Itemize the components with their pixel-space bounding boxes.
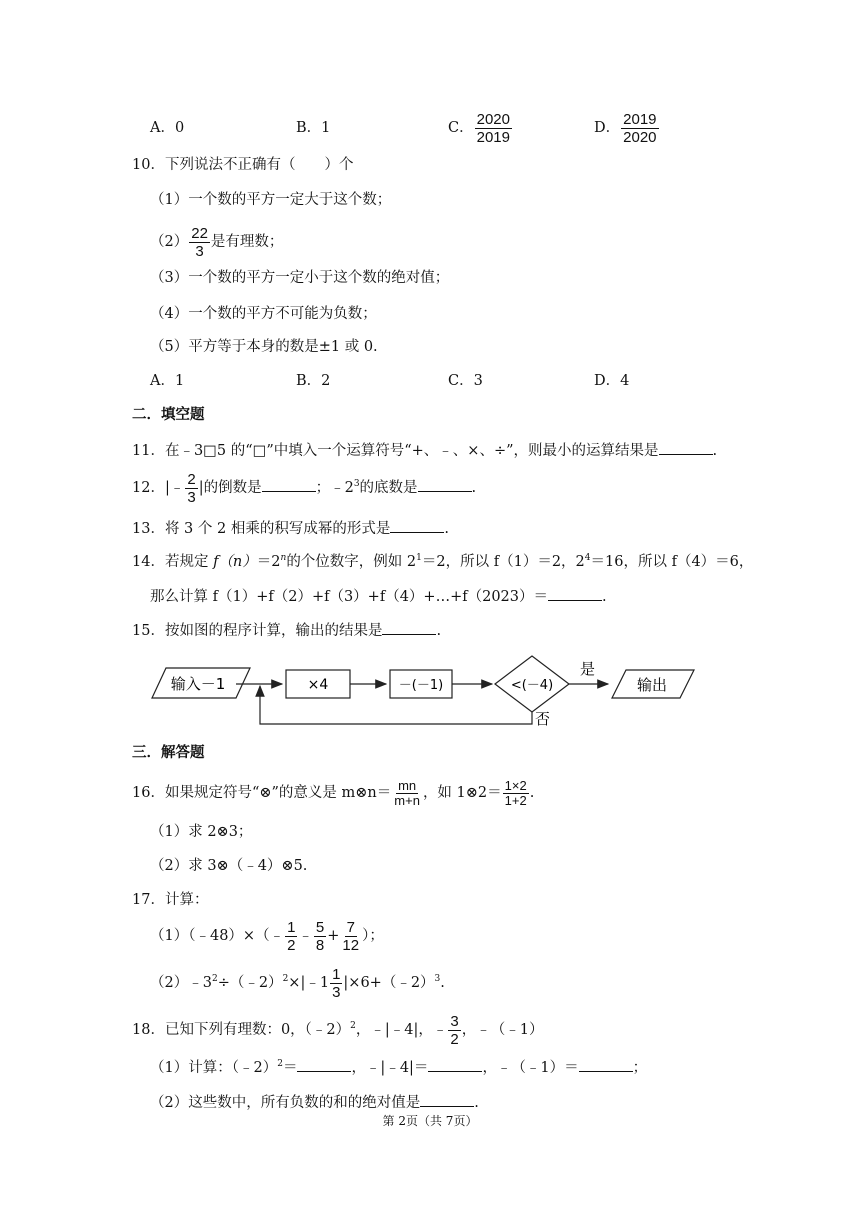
q13: 13．将 3 个 2 相乘的积写成幂的形式是 . bbox=[132, 518, 449, 539]
flow-yes-label: 是 bbox=[580, 660, 596, 678]
q17-part-2: $(2)﹣3^2\div(﹣2)^2\times|﹣1$ $\frac{1}{3}$ |×6+（﹣2）$^3$. bbox=[150, 965, 445, 1001]
q12-blank-2[interactable] bbox=[418, 477, 472, 492]
flow-arrow-no-loop bbox=[260, 686, 532, 724]
flow-compare-node bbox=[495, 656, 569, 712]
q18-blank-2[interactable] bbox=[428, 1057, 482, 1072]
q10-statement-4: （4）一个数的平方不可能为负数； bbox=[150, 306, 377, 322]
q14-blank[interactable] bbox=[548, 586, 602, 601]
q12: 12．|﹣ $\frac{2}{3}$ |的倒数是 ；$﹣2^3$的底数是 . bbox=[132, 470, 477, 506]
program-flowchart bbox=[150, 652, 700, 732]
q10-option-a: A．1 bbox=[150, 373, 185, 389]
q11-blank[interactable] bbox=[659, 440, 713, 455]
q10-stem: 10．下列说法不正确有（ ）个 bbox=[132, 157, 354, 173]
q18-part-1: （1）计算：（﹣2）$^2$＝ ，﹣|﹣4|＝ ，﹣（﹣1）＝ ； bbox=[150, 1057, 647, 1078]
q17-stem: 17．计算： bbox=[132, 892, 209, 908]
page-footer: 第 2页（共 7页） bbox=[382, 1114, 478, 1128]
q11: 11．在﹣3□5 的“□”中填入一个运算符号“+、﹣、×、÷”，则最小的运算结果是 . bbox=[132, 440, 717, 461]
q15-blank[interactable] bbox=[382, 620, 436, 635]
q9-option-d: D． $\frac{2019}{2020}$ bbox=[594, 110, 657, 146]
q18-part-2: （2）这些数中，所有负数的和的绝对值是 . bbox=[150, 1092, 479, 1113]
q18-blank-4[interactable] bbox=[420, 1092, 474, 1107]
flow-input-label: 输入－1 bbox=[170, 675, 226, 693]
flow-minus-label: －(－1) bbox=[398, 678, 444, 693]
q18-stem: 18．已知下列有理数：0，（﹣2）$^2$，﹣|﹣4|，﹣ $\frac{3}{2}$ ，﹣（﹣1） bbox=[132, 1012, 544, 1048]
flow-minus-node bbox=[390, 670, 452, 698]
q16-part-2: （2）求 3⊗（﹣4）⊗5. bbox=[150, 858, 308, 874]
q10-option-c: C．3 bbox=[448, 373, 483, 389]
q10-statement-3: （3）一个数的平方一定小于这个数的绝对值； bbox=[150, 270, 450, 286]
flow-output-label: 输出 bbox=[636, 676, 668, 694]
q12-blank-1[interactable] bbox=[262, 477, 316, 492]
q10-option-b: B．2 bbox=[296, 373, 331, 389]
q17-part-1: （1）（﹣48）×（﹣ $\frac{1}{2}$ ﹣ $\frac{5}{8}$ + $\frac{7}{12}$ ）； bbox=[150, 918, 384, 954]
q10-statement-5: （5）平方等于本身的数是±1 或 0. bbox=[150, 339, 378, 355]
q10-statement-2: （2） $\frac{22}{3}$ 是有理数； bbox=[150, 224, 284, 260]
q9-option-a: A．0 bbox=[150, 120, 185, 136]
flow-no-label: 否 bbox=[535, 710, 551, 728]
q16-stem: 16．如果规定符号“⊗”的意义是 m⊗n＝ $\frac{mn}{m+n}$ ，如 1⊗2＝ $\frac{1\times 2}{1+2}$ . bbox=[132, 777, 535, 808]
flow-output-node bbox=[612, 670, 694, 698]
q13-blank[interactable] bbox=[390, 518, 444, 533]
q10-statement-1: （1）一个数的平方一定大于这个数； bbox=[150, 192, 392, 208]
q15: 15．按如图的程序计算，输出的结果是 . bbox=[132, 620, 441, 641]
q14-line-2: 那么计算 f（1）+f（2）+f（3）+f（4）+…+f（2023）＝ . bbox=[150, 586, 607, 607]
q18-blank-1[interactable] bbox=[297, 1057, 351, 1072]
q9-option-c: C． $\frac{2020}{2019}$ bbox=[448, 110, 510, 146]
flow-input-node bbox=[152, 668, 250, 698]
q16-part-1: （1）求 2⊗3； bbox=[150, 824, 253, 840]
flow-times4-node bbox=[286, 670, 350, 698]
section-heading-fill-in: 二．填空题 bbox=[132, 406, 205, 423]
q14-line-1: 14．若规定 $f(n)=2^n$的个位数字，例如 $2^1=2$，所以 f（1）＝2，$2^4=16$，所以 f（4）＝6， bbox=[132, 553, 754, 570]
q9-option-b: B．1 bbox=[296, 120, 331, 136]
q10-option-d: D．4 bbox=[594, 373, 630, 389]
flow-times4-label: ×4 bbox=[307, 677, 329, 693]
section-heading-solve: 三．解答题 bbox=[132, 744, 205, 761]
q18-blank-3[interactable] bbox=[579, 1057, 633, 1072]
flow-compare-label: <(－4) bbox=[510, 678, 554, 693]
